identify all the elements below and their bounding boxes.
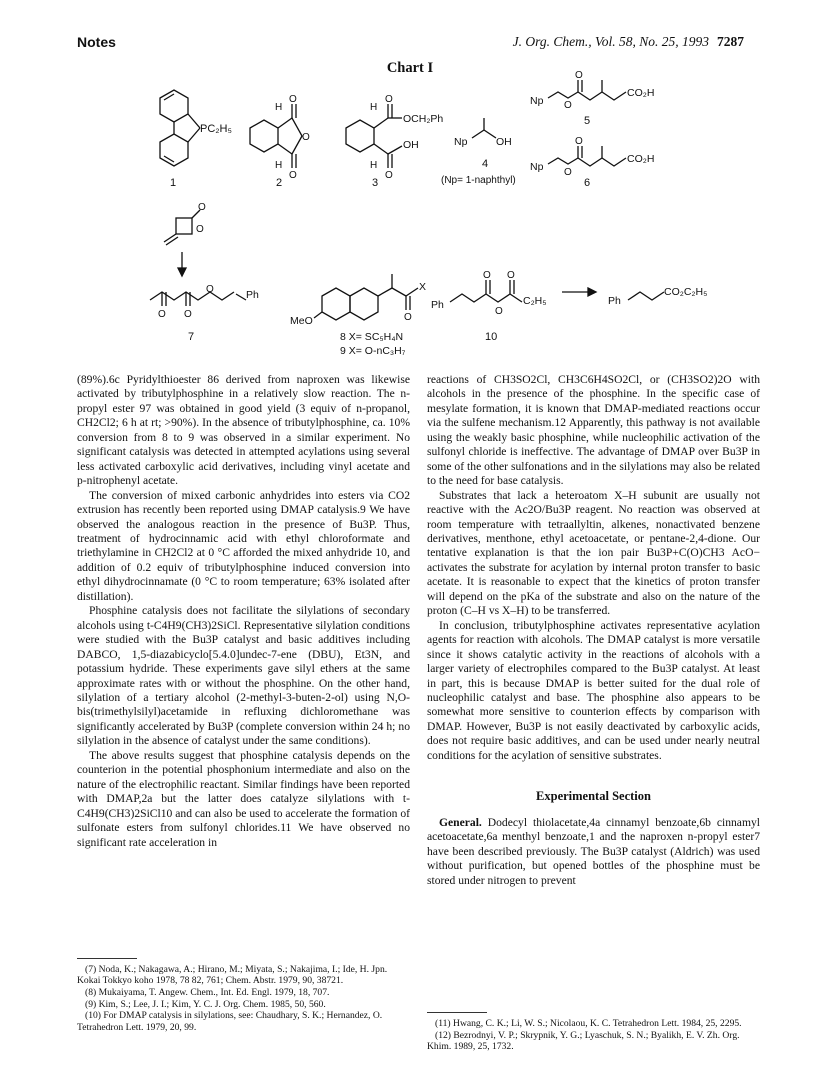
compound-label-10: 10: [485, 331, 498, 343]
chart-structures: [0, 0, 820, 370]
structure-4: [441, 118, 516, 186]
atom-o: O: [564, 167, 572, 178]
group-np: Np: [454, 136, 468, 148]
group-ph: Ph: [246, 289, 259, 301]
group-np: Np: [530, 161, 544, 173]
atom-o: O: [385, 170, 393, 181]
compound-label-7: 7: [188, 331, 195, 343]
footnote: (7) Noda, K.; Nakagawa, A.; Hirano, M.; Miyata, S.; Nakajima, I.; Ide, H. Jpn. Kokai Tokkyo koho 1978, 78 82, 761; Chem. Abstr. 1979, 90, 38721.: [77, 964, 388, 987]
atom-o: O: [507, 270, 515, 281]
atom-h: H: [370, 160, 378, 171]
footnote: (11) Hwang, C. K.; Li, W. S.; Nicolaou, K. C. Tetrahedron Lett. 1984, 25, 2295.: [435, 1018, 742, 1029]
structure-7: [150, 284, 259, 343]
atom-o: O: [289, 170, 297, 181]
left-column: [77, 373, 410, 850]
experimental-lead: General.: [439, 815, 482, 829]
compound-label-5: 5: [584, 115, 591, 127]
group-co2h: CO₂H: [627, 87, 655, 99]
footnote: (8) Mukaiyama, T. Angew. Chem., Int. Ed. Engl. 1979, 18, 707.: [85, 986, 330, 998]
footnote: (9) Kim, S.; Lee, J. I.; Kim, Y. C. J. Org. Chem. 1985, 50, 560.: [85, 998, 326, 1010]
group-np: Np: [530, 95, 544, 107]
footnote: (10) For DMAP catalysis in silylations, see: Chaudhary, S. K.; Hernandez, O. Tetrahedron Lett. 1979, 20, 99.: [77, 1010, 383, 1033]
journal-citation: J. Org. Chem., Vol. 58, No. 25, 1993: [512, 34, 709, 49]
atom-o: O: [404, 312, 412, 323]
group-ph: Ph: [431, 299, 444, 311]
group-oh: OH: [496, 136, 512, 148]
experimental-text: Dodecyl thiolacetate,4a cinnamyl benzoate,6b cinnamyl acetoacetate,6a menthyl benzoate,1 and the naproxen n-propyl ester7 have been described previously. The Bu3P catalyst (Aldrich) was used without purification, but opened bottles of the phosphine must be stored under nitrogen to prevent: [427, 815, 760, 887]
group-ph: Ph: [608, 295, 621, 307]
atom-o: O: [198, 202, 206, 213]
compound-8-definition: 8 X= SC₅H₄N: [340, 331, 404, 343]
group-co2h: CO₂H: [627, 153, 655, 165]
np-definition: (Np= 1-naphthyl): [441, 175, 516, 186]
group-x: X: [419, 281, 427, 293]
atom-o: O: [564, 100, 572, 111]
structure-1: [160, 90, 232, 189]
group-pc2h5: PC₂H₅: [200, 123, 232, 135]
atom-o: O: [158, 309, 166, 320]
group-och2ph: OCH₂Ph: [403, 113, 444, 125]
paragraph: In conclusion, tributylphosphine activates representative acylation agents for reaction with alcohols. The DMAP catalyst is more versatile since it shows catalytic activity in the reactions of alcohols with a larger variety of electrophiles compared to the Bu3P catalyst. At least in part, this is because DMAP is better suited for the dual role of nucleophilic catalyst and base. The phosphine also appears to be somewhat more sensitive to counterion effects by comparison with DMAP. However, Bu3P is not easily deactivated by carboxylic acids, does not require basic additives, and can be used under nearly neutral conditions for the acylation of sensitive substrates.: [427, 618, 760, 762]
structure-3: [346, 94, 443, 189]
group-c2h5: C₂H₅: [523, 295, 547, 307]
atom-o: O: [385, 94, 393, 105]
compound-label-4: 4: [482, 158, 489, 170]
footnote-rule: [77, 958, 137, 959]
structure-diketene: [164, 202, 206, 276]
atom-o: O: [483, 270, 491, 281]
paragraph: (89%).6c Pyridylthioester 86 derived from naproxen was likewise activated by tributylphosphine in a relatively slow reaction. The n-propyl ester 97 was obtained in good yield (3 equiv of n-propanol, CH2Cl2; 6 h at rt; >90%). In the absence of tributylphosphine, ca. 10% conversion from 8 to 9 was observed in a similar experiment. No significant catalysis was detected in attempted acylations using several less activated carboxylic acid derivatives, including vinyl acetate and p-nitrophenyl acetate.: [77, 373, 410, 488]
compound-label-3: 3: [372, 177, 379, 189]
structure-6: [530, 136, 654, 189]
atom-o: O: [289, 94, 297, 105]
footnotes-left: [77, 964, 410, 1033]
atom-o: O: [495, 306, 503, 317]
paragraph: The above results suggest that phosphine catalysis depends on the counterion in the potential phosphonium intermediate and also on the nature of the electrophilic reactant. Similar findings have been reported with DMAP,2a but the latter does catalyze silylations with t-C4H9(CH3)2SiCl10 and can also be used to accelerate the formation of sulfonate esters from sulfonyl chlorides.11 We have observed no significant rate acceleration in: [77, 748, 410, 849]
paragraph: The conversion of mixed carbonic anhydrides into esters via CO2 extrusion has recently been reported using DMAP catalysis.9 We have observed the analogous reaction in the presence of Bu3P. Thus, treatment of hydrocinnamic acid with ethyl chloroformate and triethylamine in CH2Cl2 at 0 °C afforded the mixed anhydride 10, and addition of 0.2 equiv of tributylphosphine induced conversion into ethyl dihydrocinnamate (0 °C to room temperature; 63% isolated after distillation).: [77, 488, 410, 603]
atom-o: O: [302, 132, 310, 143]
group-meo: MeO: [290, 315, 313, 327]
group-oh: OH: [403, 139, 419, 151]
atom-o: O: [575, 70, 583, 81]
atom-o: O: [196, 224, 204, 235]
atom-o: O: [575, 136, 583, 147]
structure-10: [431, 270, 707, 343]
atom-h: H: [275, 102, 283, 113]
compound-label-2: 2: [276, 177, 283, 189]
footnote: (12) Bezrodnyi, V. P.; Skrypnik, Y. G.; Lyaschuk, S. N.; Byalikh, E. V. Zh. Org. Khim. 1989, 25, 1732.: [427, 1029, 740, 1052]
paragraph: Phosphine catalysis does not facilitate the silylations of secondary alcohols using t-C4H9(CH3)2SiCl. Representative silylation conditions were studied with the Bu3P catalyst and basic additives including DABCO, 1,5-diazabicyclo[5.4.0]undec-7-ene (DBU), Et3N, and potassium hydride. These experiments gave silyl ethers at the same approximate rates with or without the phosphine. On the other hand, silylation of a tertiary alcohol (2-methyl-3-buten-2-ol) using N,O-bis(trimethylsilyl)acetamide in refluxing dichloromethane was significantly accelerated by Bu3P (complete conversion within 24 h; no silylation in the absence of catalyst under the same conditions).: [77, 604, 410, 748]
paragraph: Substrates that lack a heteroatom X–H subunit are usually not reactive with the Ac2O/Bu3P reagent. No reaction was observed at room temperature with tetraallyltin, alkenes, nonactivated benzene derivatives, menthone, ethyl acetoacetate, or pentane-2,4-dione. Our tentative explanation is that the ion pair Bu3P+C(O)CH3 AcO− activates the substrate for acylation by internal proton transfer to basic acetate. It is reasonable to expect that the kinetics of proton transfer will depend on the pKa of the substrate and also on the nature of the proton (C–H vs X–H) to be transferred.: [427, 488, 760, 618]
page-number: 7287: [717, 34, 744, 49]
compound-label-1: 1: [170, 177, 177, 189]
structure-8-9: [290, 274, 426, 357]
paragraph: reactions of CH3SO2Cl, CH3C6H4SO2Cl, or (CH3SO2)2O with alcohols in the presence of the phosphine. In the specific case of mesylate formation, it is known that DMAP-mediated reactions occur via the sulfene mechanism.12 Apparently, this pathway is not available using the weakly basic phosphine, while nucleophilic activation of the sulfonyl chloride is ineffective. The advantage of DMAP over Bu3P in some of the other sulfonations and in the silylations may also be related to the need for base catalysis.: [427, 373, 760, 488]
footnote-rule: [427, 1012, 487, 1013]
atom-h: H: [275, 160, 283, 171]
compound-9-definition: 9 X= O-nC₃H₇: [340, 345, 406, 357]
atom-h: H: [370, 102, 378, 113]
chart-title: Chart I: [386, 60, 434, 76]
experimental-section-title: Experimental Section: [536, 789, 651, 804]
atom-o: O: [206, 284, 214, 295]
atom-o: O: [184, 309, 192, 320]
running-header-section: Notes: [77, 34, 116, 50]
experimental-paragraph: [427, 816, 760, 888]
structure-5: [530, 70, 654, 127]
footnotes-right: [427, 1018, 760, 1053]
right-column: [427, 373, 760, 888]
compound-label-6: 6: [584, 177, 591, 189]
group-co2c2h5: CO₂C₂H₅: [664, 286, 708, 298]
structure-2: [250, 94, 310, 189]
